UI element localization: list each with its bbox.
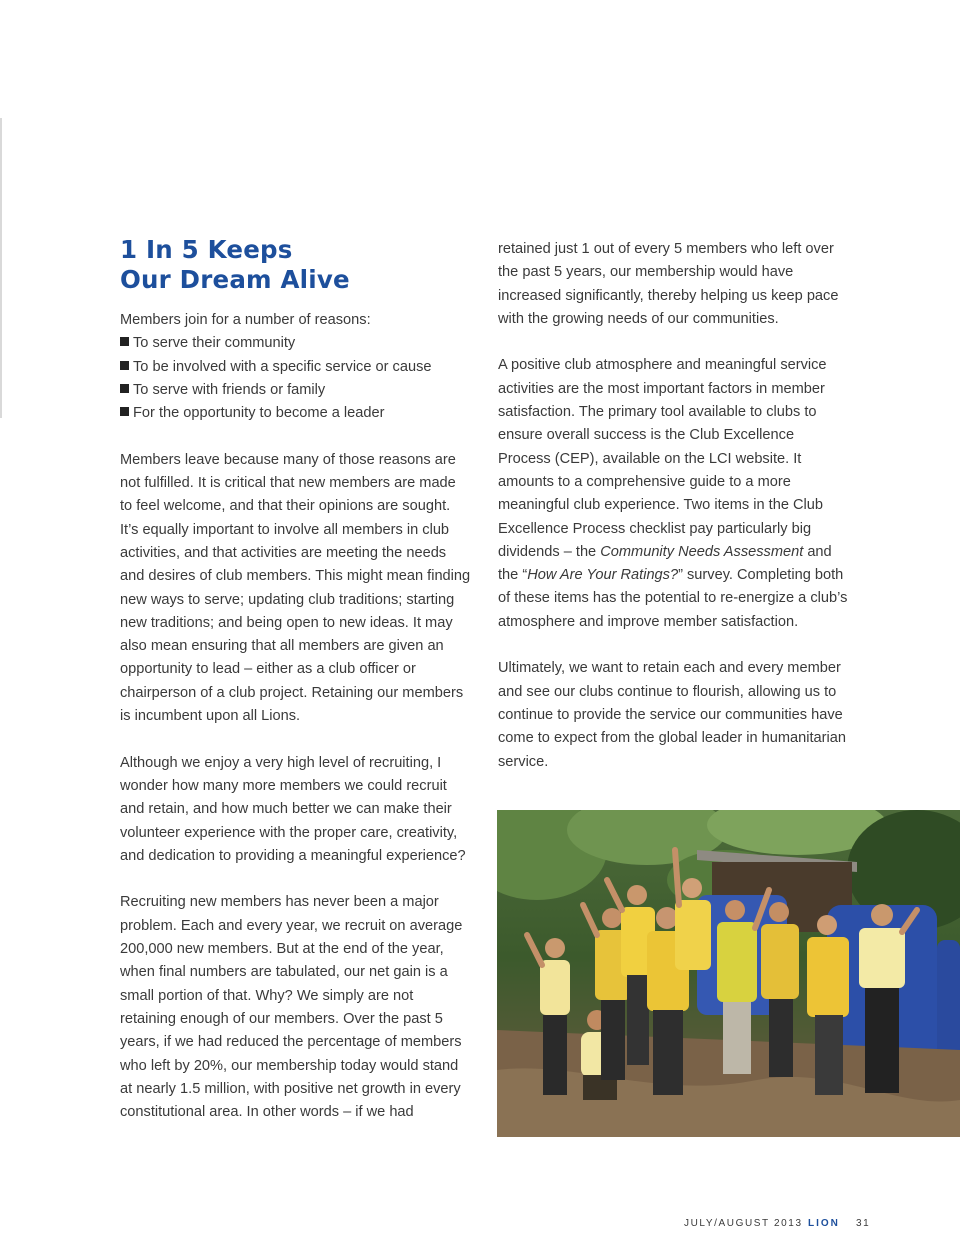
reason-text: For the opportunity to become a leader xyxy=(133,405,385,422)
paragraph-retention: Recruiting new members has never been a major problem. Each and every year, we recruit on average 200,000 new members. But at the end of the year, when final numbers are tabulated, our net gain is a small portion of that. Why? We simply are not retaining enough of our members. Over the past 5 years, if we had reduced the percentage of members who left by 20%, our membership today would stand at nearly 1.5 million, with positive net growth in every constitutional area. In other words – if we had xyxy=(120,894,463,1121)
cep-italic-ratings: How Are Your Ratings? xyxy=(527,567,679,584)
cep-italic-needs: Community Needs Assessment xyxy=(600,543,804,560)
cep-text-c: and the “ xyxy=(498,543,832,584)
reason-item xyxy=(120,402,472,425)
article-headline xyxy=(120,235,472,295)
headline-line-2: Our Dream Alive xyxy=(120,265,350,294)
cep-text-e: ” survey. Completing both of these items has the potential to re-energize a club’s atmosphere and improve member satisfaction. xyxy=(498,567,848,630)
page-number: 31 xyxy=(856,1218,871,1229)
paragraph-club-excellence xyxy=(498,354,850,634)
reason-text: To serve their community xyxy=(133,335,296,352)
lions-group-photo xyxy=(497,810,960,1137)
square-bullet-icon xyxy=(120,384,129,393)
reason-text: To be involved with a specific service or cause xyxy=(133,358,432,375)
square-bullet-icon xyxy=(120,361,129,370)
headline-line-1: 1 In 5 Keeps xyxy=(120,235,293,264)
left-margin-rule xyxy=(0,118,2,418)
reasons-list xyxy=(120,332,472,425)
reason-text: To serve with friends or family xyxy=(133,381,326,398)
paragraph-members-leave: Members leave because many of those reasons are not fulfilled. It is critical that new members are made to feel welcome, and that their opinions are sought. It’s equally important to involve all members in club activities, and that activities are meeting the needs and desires of club members. This might mean finding new ways to serve; updating club traditions; starting new traditions; and being open to new ideas. It may also mean ensuring that all members are given an opportunity to lead – either as a club officer or chairperson of a club project. Retaining our members is incumbent upon all Lions. xyxy=(120,451,471,725)
cep-text-a: A positive club atmosphere and meaningful service activities are the most important factors in member satisfaction. The primary tool available to clubs to ensure overall success is the Club Excellence Process (CEP), available on the LCI website. It amounts to a comprehensive guide to a more meaningful club experience. Two items in the Club Excellence Process checklist pay particularly big dividends – the xyxy=(498,357,827,560)
intro-text: Members join for a number of reasons: xyxy=(120,312,371,328)
reason-item xyxy=(120,379,472,402)
magazine-name: LION xyxy=(808,1218,840,1229)
paragraph-recruiting: Although we enjoy a very high level of recruiting, I wonder how many more members we could recruit and retain, and how much better we can make their volunteer experience with the proper care, creativity, and dedication to providing a meaningful experience? xyxy=(120,754,466,864)
reason-item xyxy=(120,356,472,379)
left-column xyxy=(120,235,472,1124)
square-bullet-icon xyxy=(120,407,129,416)
paragraph-retained: retained just 1 out of every 5 members who left over the past 5 years, our membership would have increased significantly, thereby helping us keep pace with the growing needs of our communities. xyxy=(498,241,839,327)
paragraph-ultimately: Ultimately, we want to retain each and every member and see our clubs continue to flourish, allowing us to continue to provide the service our communities have come to expect from the global leader in humanitarian service. xyxy=(498,660,847,770)
square-bullet-icon xyxy=(120,337,129,346)
right-column xyxy=(498,238,850,774)
issue-date: JULY/AUGUST 2013 xyxy=(684,1218,803,1229)
reason-item xyxy=(120,332,472,355)
